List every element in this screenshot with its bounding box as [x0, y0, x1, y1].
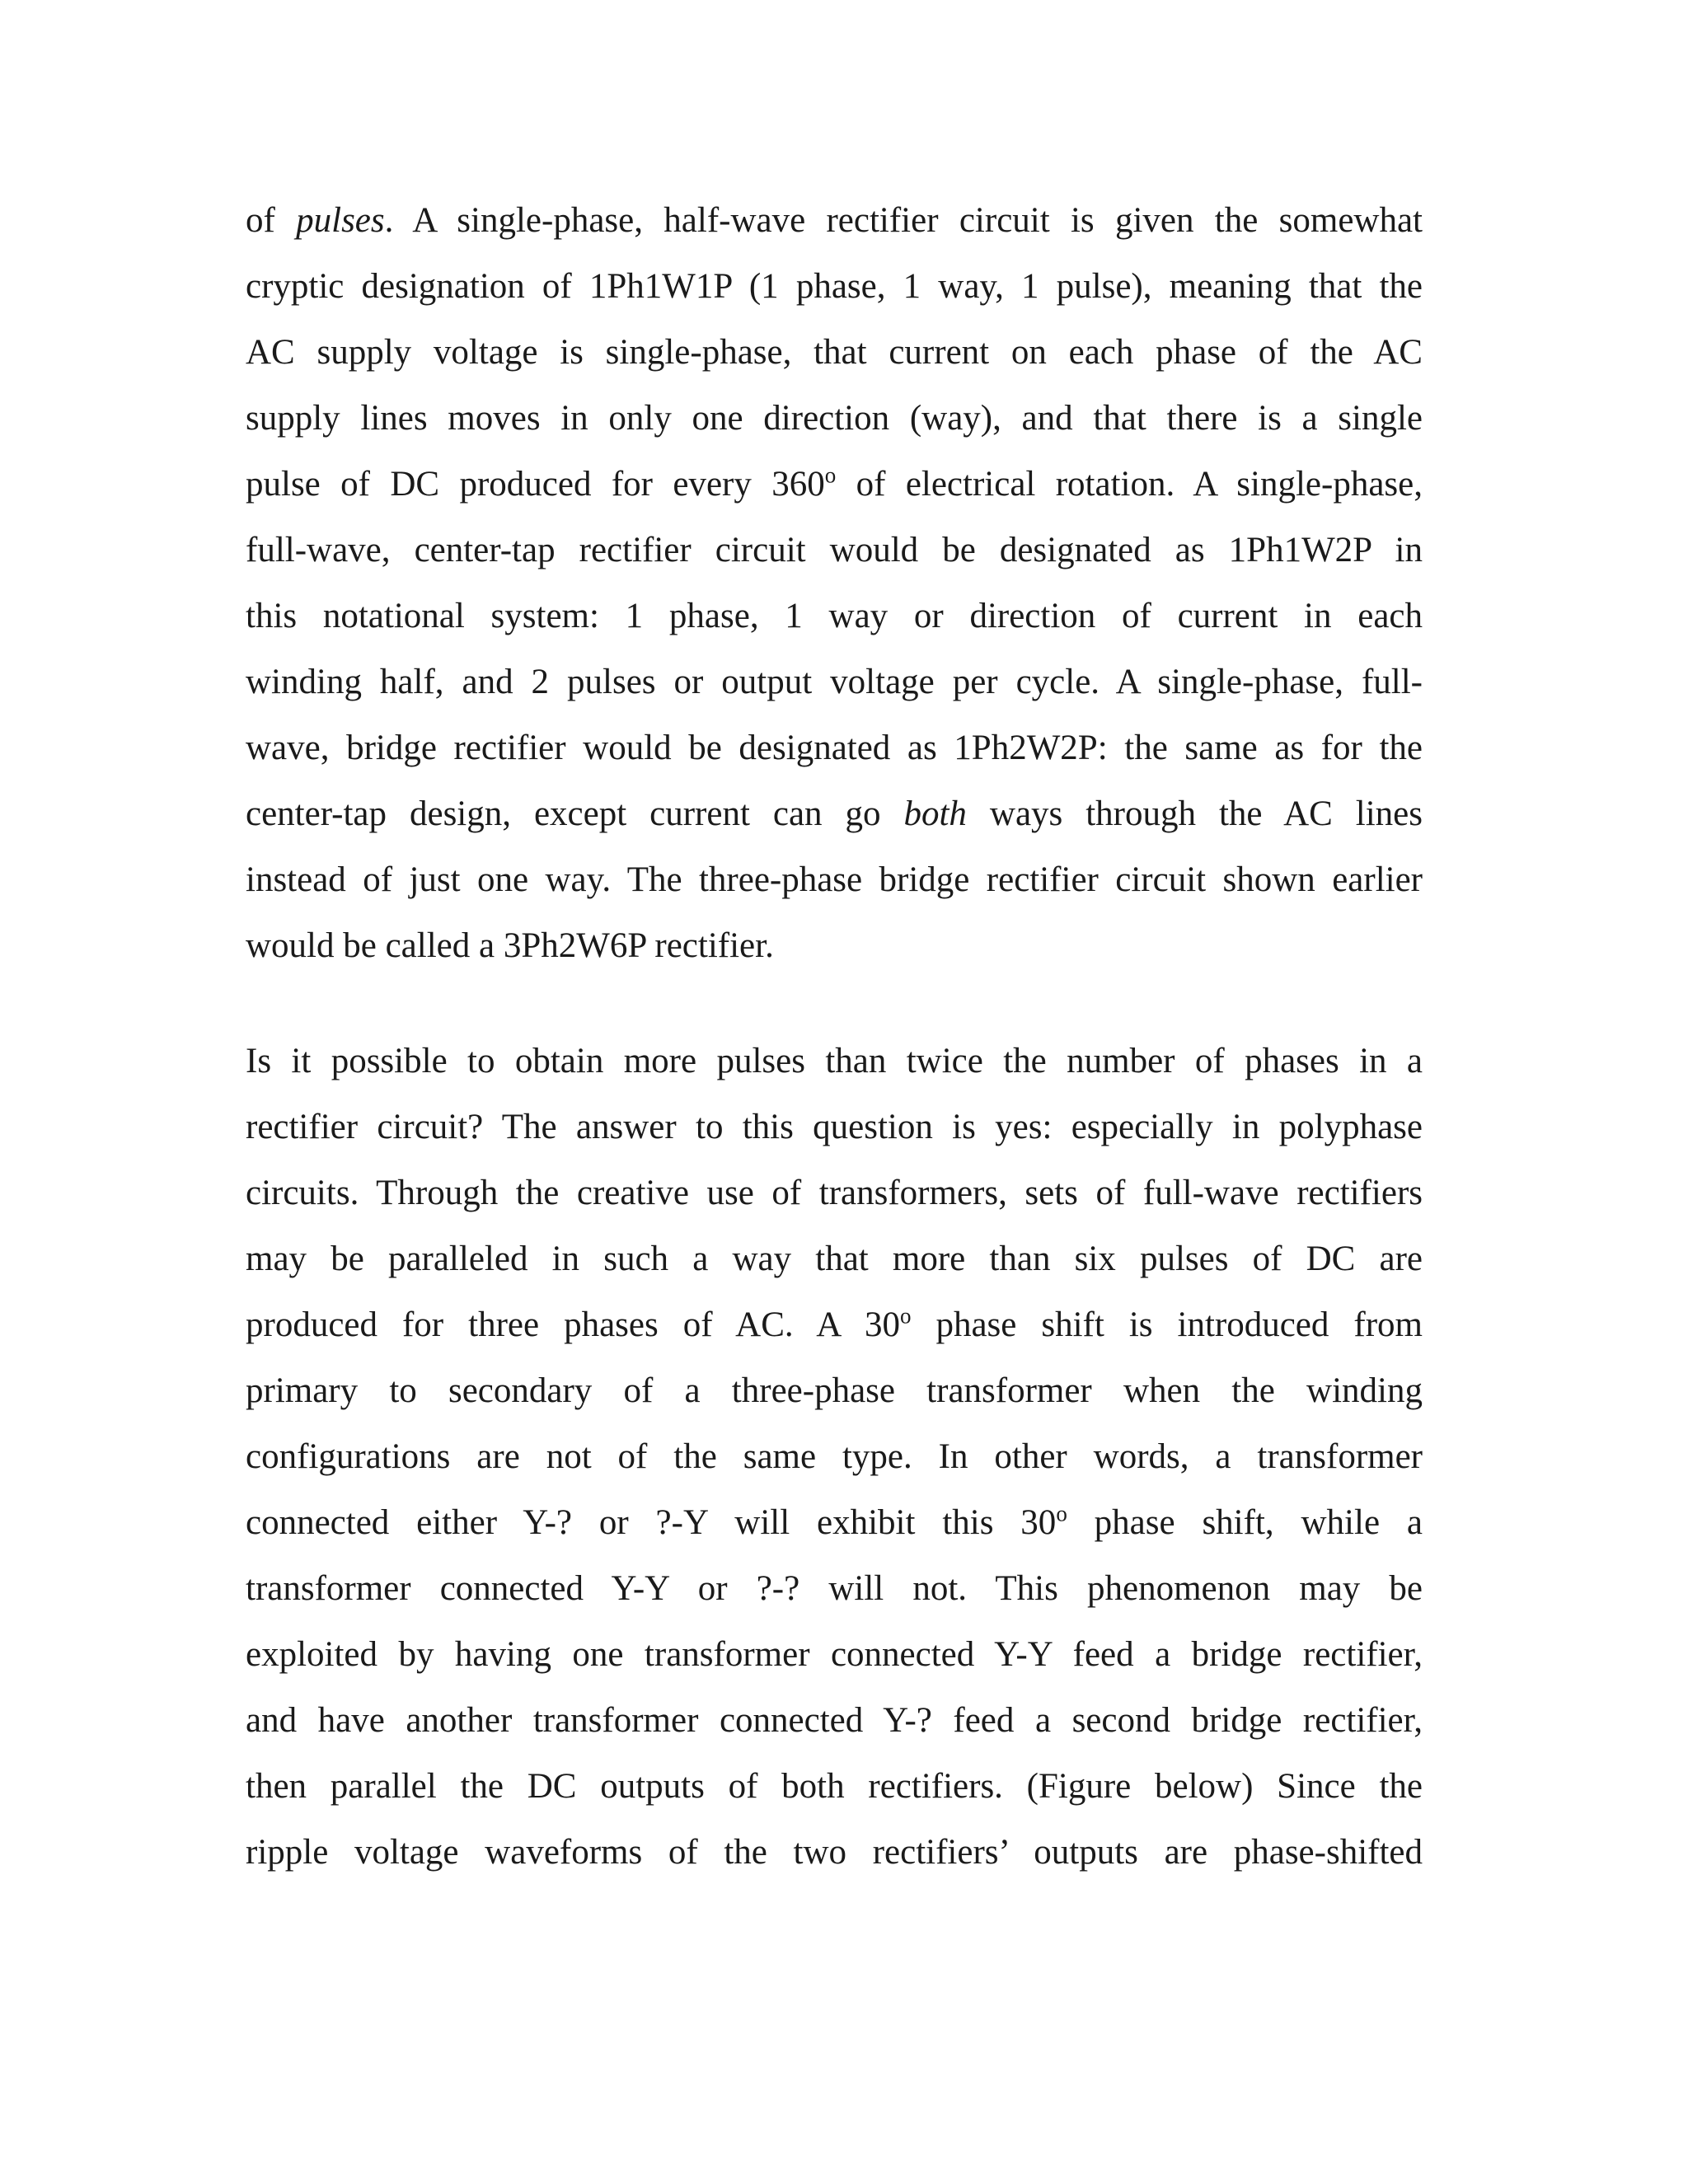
- text-line: [246, 1424, 1423, 1490]
- text-line: [246, 715, 1423, 781]
- text-line: [246, 386, 1423, 452]
- text-line: [246, 1358, 1423, 1424]
- text-run: supply lines moves in only one direction (way), and that there is a single: [246, 399, 1423, 438]
- text-run: primary to secondary of a three-phase transformer when the winding: [246, 1371, 1423, 1410]
- text-line: [246, 583, 1423, 649]
- text-run: AC supply voltage is single-phase, that current on each phase of the AC: [246, 333, 1423, 372]
- degree-superscript: o: [1056, 1501, 1067, 1526]
- text-run: . A single-phase, half-wave rectifier circuit is given the somewhat: [384, 201, 1423, 240]
- text-run: exploited by having one transformer connected Y-Y feed a bridge rectifier,: [246, 1635, 1423, 1674]
- text-line: [246, 1292, 1423, 1358]
- text-line: [246, 1226, 1423, 1292]
- text-run: circuits. Through the creative use of transformers, sets of full-wave rectifiers: [246, 1174, 1423, 1212]
- italic-term: both: [903, 794, 967, 833]
- text-run: wave, bridge rectifier would be designated as 1Ph2W2P: the same as for the: [246, 729, 1423, 767]
- text-line: [246, 1622, 1423, 1688]
- text-line: [246, 1556, 1423, 1622]
- text-run: ways through the AC lines: [966, 794, 1423, 833]
- text-line: [246, 649, 1423, 715]
- text-run: pulse of DC produced for every 360: [246, 465, 825, 504]
- text-run: configurations are not of the same type. In other words, a transformer: [246, 1437, 1423, 1476]
- text-run: Is it possible to obtain more pulses than twice the number of phases in a: [246, 1042, 1423, 1080]
- text-run: this notational system: 1 phase, 1 way or direction of current in each: [246, 597, 1423, 635]
- text-run: winding half, and 2 pulses or output voltage per cycle. A single-phase, full-: [246, 663, 1423, 701]
- text-line: [246, 847, 1423, 913]
- text-line: [246, 1490, 1423, 1556]
- text-run: transformer connected Y-Y or ?-? will not. This phenomenon may be: [246, 1569, 1423, 1608]
- text-line: [246, 452, 1423, 518]
- text-run: then parallel the DC outputs of both rectifiers. (Figure below) Since the: [246, 1767, 1423, 1806]
- text-line: [246, 913, 1423, 979]
- text-run: center-tap design, except current can go: [246, 794, 904, 833]
- paragraph-pulse-notation: [246, 188, 1423, 979]
- text-line: [246, 188, 1423, 254]
- text-run: cryptic designation of 1Ph1W1P (1 phase, 1 way, 1 pulse), meaning that the: [246, 267, 1423, 306]
- text-run: ripple voltage waveforms of the two rectifiers’ outputs are phase-shifted: [246, 1833, 1423, 1872]
- text-run: would be called a 3Ph2W6P rectifier.: [246, 926, 774, 965]
- text-line: [246, 781, 1423, 847]
- text-line: [246, 1029, 1423, 1094]
- text-run: of: [246, 201, 297, 240]
- text-run: full-wave, center-tap rectifier circuit would be designated as 1Ph1W2P in: [246, 531, 1423, 569]
- text-line: [246, 254, 1423, 320]
- degree-superscript: o: [824, 462, 837, 488]
- text-run: phase shift is introduced from: [911, 1305, 1423, 1344]
- text-run: rectifier circuit? The answer to this question is yes: especially in polyphase: [246, 1108, 1423, 1146]
- text-line: [246, 1094, 1423, 1160]
- text-line: [246, 1820, 1423, 1886]
- text-run: of electrical rotation. A single-phase,: [836, 465, 1423, 504]
- text-run: connected either Y-? or ?-Y will exhibit this 30: [246, 1503, 1057, 1542]
- text-line: [246, 1160, 1423, 1226]
- text-run: phase shift, while a: [1067, 1503, 1423, 1542]
- text-run: instead of just one way. The three-phase bridge rectifier circuit shown earlier: [246, 860, 1423, 899]
- text-line: [246, 518, 1423, 583]
- italic-term: pulses: [296, 201, 385, 240]
- paragraph-polyphase-rectifiers: [246, 1029, 1423, 1886]
- text-line: [246, 320, 1423, 386]
- text-line: [246, 1688, 1423, 1754]
- text-line: [246, 1754, 1423, 1820]
- degree-superscript: o: [899, 1303, 912, 1329]
- text-run: and have another transformer connected Y-? feed a second bridge rectifier,: [246, 1701, 1423, 1740]
- text-run: may be paralleled in such a way that more than six pulses of DC are: [246, 1240, 1423, 1278]
- text-run: produced for three phases of AC. A 30: [246, 1305, 900, 1344]
